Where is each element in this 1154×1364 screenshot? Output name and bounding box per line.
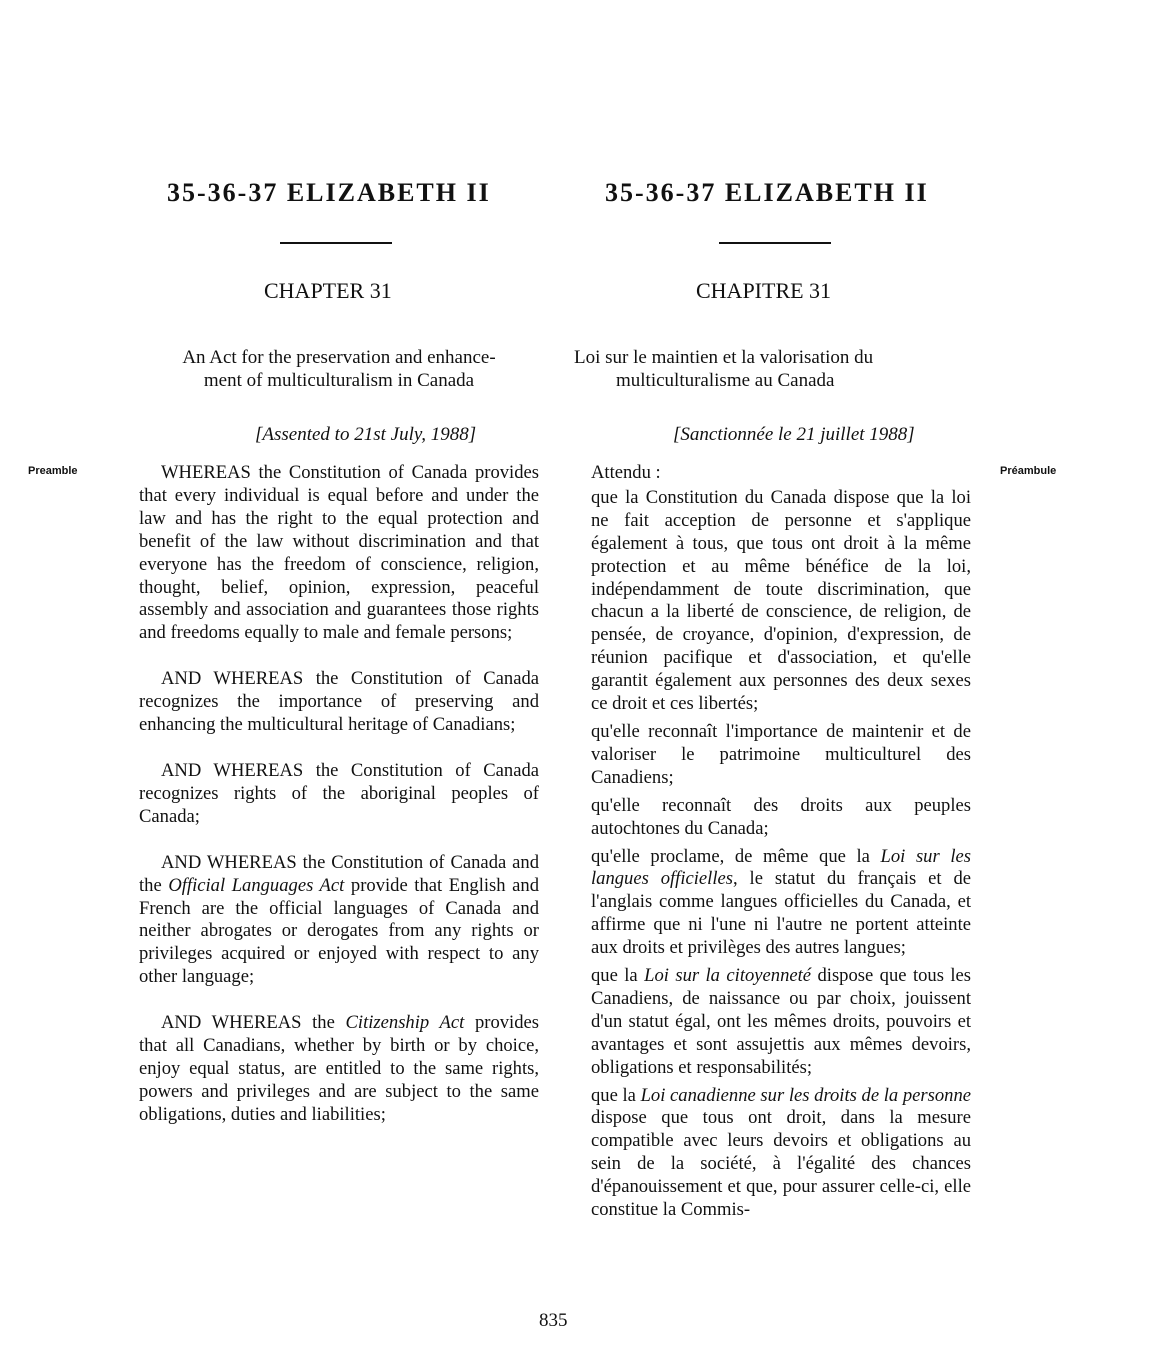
english-divider	[280, 242, 392, 244]
french-paragraph: qu'elle reconnaît l'importance de maintenir et de valoriser le patrimoine multiculturel des Canadiens;	[591, 720, 971, 788]
french-divider	[719, 242, 831, 244]
english-paragraph: AND WHEREAS the Constitution of Canada and the Official Languages Act provide that English and French are the official languages of Canada and neither abrogates or derogates from any rights or privileges acquired or enjoyed with respect to any other language;	[139, 851, 540, 988]
french-preamble-column	[591, 462, 971, 1227]
english-margin-note: Preamble	[28, 465, 78, 477]
loi-droits-personne-citation: Loi canadienne sur les droits de la personne	[640, 1084, 972, 1106]
french-paragraph: qu'elle proclame, de même que la Loi sur les langues officielles, le statut du français et de l'anglais comme langues officielles du Canada, et affirme que ni l'une ni l'autre ne portent atteinte aux droits et privilèges des autres langues;	[591, 845, 971, 959]
english-preamble-column	[139, 462, 539, 1150]
english-paragraph: WHEREAS the Constitution of Canada provides that every individual is equal before and under the law and has the right to the equal protection and benefit of the law without discrimination and that everyone has the freedom of conscience, religion, thought, belief, opinion, expression, peaceful assembly and association and guarantees those rights and freedoms equally to male and female persons;	[139, 462, 539, 644]
english-title-line1: An Act for the preservation and enhance-	[182, 347, 496, 368]
english-title-line2: ment of multiculturalism in Canada	[203, 370, 475, 391]
french-paragraph: que la Constitution du Canada dispose que la loi ne fait acception de personne et s'applique également à tous, que tous ont droit à la même protection et au même bénéfice de la loi, indépendamment de toute discrimination, que chacun a la liberté de conscience, de religion, de pensée, de croyance, d'opinion, d'expression, de réunion pacifique et d'association, et qu'elle garantit également aux personnes des deux sexes ce droit et ces libertés;	[591, 486, 971, 715]
english-paragraph: AND WHEREAS the Constitution of Canada recognizes the importance of preserving and enhancing the multicultural heritage of Canadians;	[139, 668, 539, 736]
english-act-title	[139, 346, 539, 392]
french-paragraph: que la Loi canadienne sur les droits de la personne dispose que tous ont droit, dans la mesure compatible avec leurs devoirs et obligations au sein de la société, à l'égalité des chances d'épanouissement et que, pour assurer celle-ci, elle constitue la Commis-	[591, 1084, 972, 1221]
french-paragraph: qu'elle reconnaît des droits aux peuples autochtones du Canada;	[591, 794, 971, 839]
french-reign-heading: 35-36-37 ELIZABETH II	[605, 178, 929, 207]
citizenship-act-citation: Citizenship Act	[345, 1012, 465, 1034]
loi-langues-officielles-citation: Loi sur les langues officielles	[591, 845, 971, 890]
loi-citoyennete-citation: Loi sur la citoyenneté	[644, 965, 812, 987]
english-reign-heading: 35-36-37 ELIZABETH II	[167, 178, 491, 207]
french-paragraph: que la Loi sur la citoyenneté dispose que tous les Canadiens, de naissance ou par choix, jouissent d'un statut égal, ont les mêmes droits, pouvoirs et avantages et sont assujettis aux mêmes devoirs, obligations et responsabilités;	[591, 965, 972, 1078]
english-paragraph: AND WHEREAS the Constitution of Canada recognizes rights of the aboriginal peoples of Canada;	[139, 759, 539, 827]
french-assent-date: [Sanctionnée le 21 juillet 1988]	[673, 424, 915, 445]
official-languages-act-citation: Official Languages Act	[168, 874, 345, 896]
english-paragraph: AND WHEREAS the Citizenship Act provides that all Canadians, whether by birth or by choice, enjoy equal status, are entitled to the same rights, powers and privileges and are subject to the same obligations, duties and liabilities;	[139, 1012, 539, 1125]
page-number: 835	[539, 1310, 568, 1331]
french-act-title	[574, 346, 974, 392]
french-title-line2: multiculturalisme au Canada	[616, 370, 835, 391]
french-chapter-heading: CHAPITRE 31	[696, 278, 832, 303]
english-chapter-heading: CHAPTER 31	[264, 278, 392, 303]
english-assent-date: [Assented to 21st July, 1988]	[255, 424, 477, 445]
french-margin-note: Préambule	[1000, 465, 1057, 477]
french-intro: Attendu :	[591, 462, 661, 483]
french-title-line1: Loi sur le maintien et la valorisation du	[574, 347, 874, 368]
